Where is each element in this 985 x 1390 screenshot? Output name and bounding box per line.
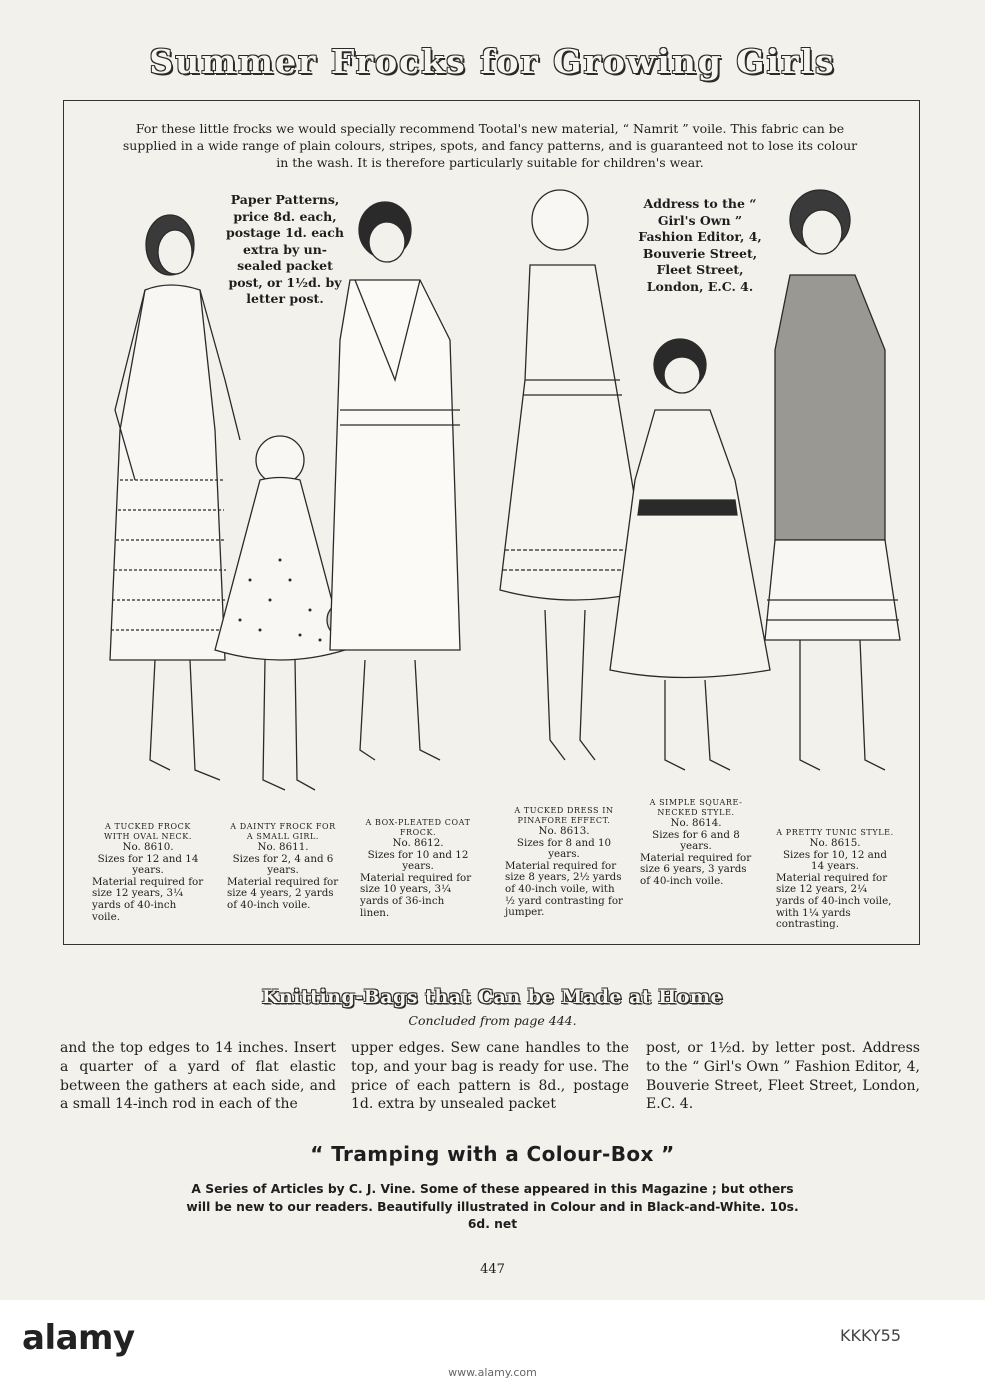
frock-caption-8612 xyxy=(360,818,476,919)
figure-8613 xyxy=(500,190,650,760)
frock-material: Material required for size 8 years, 2½ yards of 40-inch voile, with ½ yard contrasting for jumper. xyxy=(505,859,623,919)
frock-number: No. 8615. xyxy=(809,837,861,849)
frock-sizes: Sizes for 2, 4 and 6 years. xyxy=(232,852,334,877)
frock-material: Material required for size 12 years, 3¼ yards of 40-inch voile. xyxy=(92,875,204,923)
frock-label: A TUCKED DRESS IN PINAFORE EFFECT. xyxy=(514,806,614,825)
alamy-logo: alamy xyxy=(22,1318,135,1358)
frock-caption-8611 xyxy=(227,822,339,912)
frock-number: No. 8610. xyxy=(122,841,174,853)
frock-caption-8610 xyxy=(92,822,204,923)
frock-label: A DAINTY FROCK FOR A SMALL GIRL. xyxy=(230,822,336,841)
intro-paragraph: For these little frocks we would specially recommend Tootal's new material, “ Namrit ” voile. This fabric can be supplied in a wide range of plain colours, stripes, spots, and fancy patterns, and is guaranteed not to lose its colour in the wash. It is therefore particularly suitable for children's wear. xyxy=(122,121,858,170)
figure-8610 xyxy=(110,215,240,780)
tramping-text: A Series of Articles by C. J. Vine. Some of these appeared in this Magazine ; but others will be new to our readers. Beautifully illustrated in Colour and in Black-and-White. 10s. 6d. net xyxy=(186,1182,799,1231)
image-code: KKKY55 xyxy=(840,1326,902,1345)
frock-number: No. 8613. xyxy=(538,825,590,837)
knitting-column-1: and the top edges to 14 inches. Insert a quarter of a yard of flat elastic between the gathers at each side, and a small 14-inch rod in each of the xyxy=(60,1040,336,1113)
knitting-column-3: post, or 1½d. by letter post. Address to the “ Girl's Own ” Fashion Editor, 4, Bouverie Street, Fleet Street, London, E.C. 4. xyxy=(646,1040,920,1113)
frock-sizes: Sizes for 10, 12 and 14 years. xyxy=(782,848,887,873)
frock-number: No. 8612. xyxy=(392,837,444,849)
frock-caption-8614 xyxy=(640,798,752,888)
frock-number: No. 8611. xyxy=(257,841,309,853)
frock-number: No. 8614. xyxy=(670,817,722,829)
frock-material: Material required for size 12 years, 2¼ yards of 40-inch voile, with 1¼ yards contrasting. xyxy=(776,871,892,931)
concluded-note: Concluded from page 444. xyxy=(408,1013,577,1028)
page-title: Summer Frocks for Growing Girls xyxy=(149,42,836,81)
address-note: Address to the “ Girl's Own ” Fashion Editor, 4, Bouverie Street, Fleet Street, London, E.C. 4. xyxy=(638,196,762,294)
knitting-heading: Knitting-Bags that Can be Made at Home xyxy=(261,986,724,1008)
figure-8615 xyxy=(765,190,900,770)
frock-label: A PRETTY TUNIC STYLE. xyxy=(776,828,894,837)
frock-label: A TUCKED FROCK WITH OVAL NECK. xyxy=(103,822,192,841)
frock-sizes: Sizes for 10 and 12 years. xyxy=(367,848,469,873)
frock-caption-8613 xyxy=(505,806,623,919)
fashion-illustration xyxy=(75,180,905,820)
frock-label: A SIMPLE SQUARE-NECKED STYLE. xyxy=(649,798,743,817)
frock-material: Material required for size 10 years, 3¼ yards of 36-inch linen. xyxy=(360,871,472,919)
tramping-heading: “ Tramping with a Colour-Box ” xyxy=(310,1142,675,1166)
frock-sizes: Sizes for 8 and 10 years. xyxy=(516,836,612,861)
frock-material: Material required for size 6 years, 3 yards of 40-inch voile. xyxy=(640,851,752,887)
page-number: 447 xyxy=(480,1262,505,1277)
figure-8612 xyxy=(330,202,460,760)
frock-material: Material required for size 4 years, 2 yards of 40-inch voile. xyxy=(227,875,339,911)
knitting-column-2: upper edges. Sew cane handles to the top, and your bag is ready for use. The price of each pattern is 8d., postage 1d. extra by unsealed packet xyxy=(351,1040,629,1113)
watermark-url: www.alamy.com xyxy=(448,1366,537,1379)
frock-label: A BOX-PLEATED COAT FROCK. xyxy=(365,818,471,837)
paper-patterns-note: Paper Patterns, price 8d. each, postage 1d. each extra by un-sealed packet post, or 1½d. by letter post. xyxy=(226,192,344,306)
watermark-bar xyxy=(0,1300,985,1390)
frock-sizes: Sizes for 6 and 8 years. xyxy=(652,828,740,853)
frock-caption-8615 xyxy=(776,828,894,931)
figure-8614 xyxy=(610,339,770,770)
frock-sizes: Sizes for 12 and 14 years. xyxy=(97,852,199,877)
